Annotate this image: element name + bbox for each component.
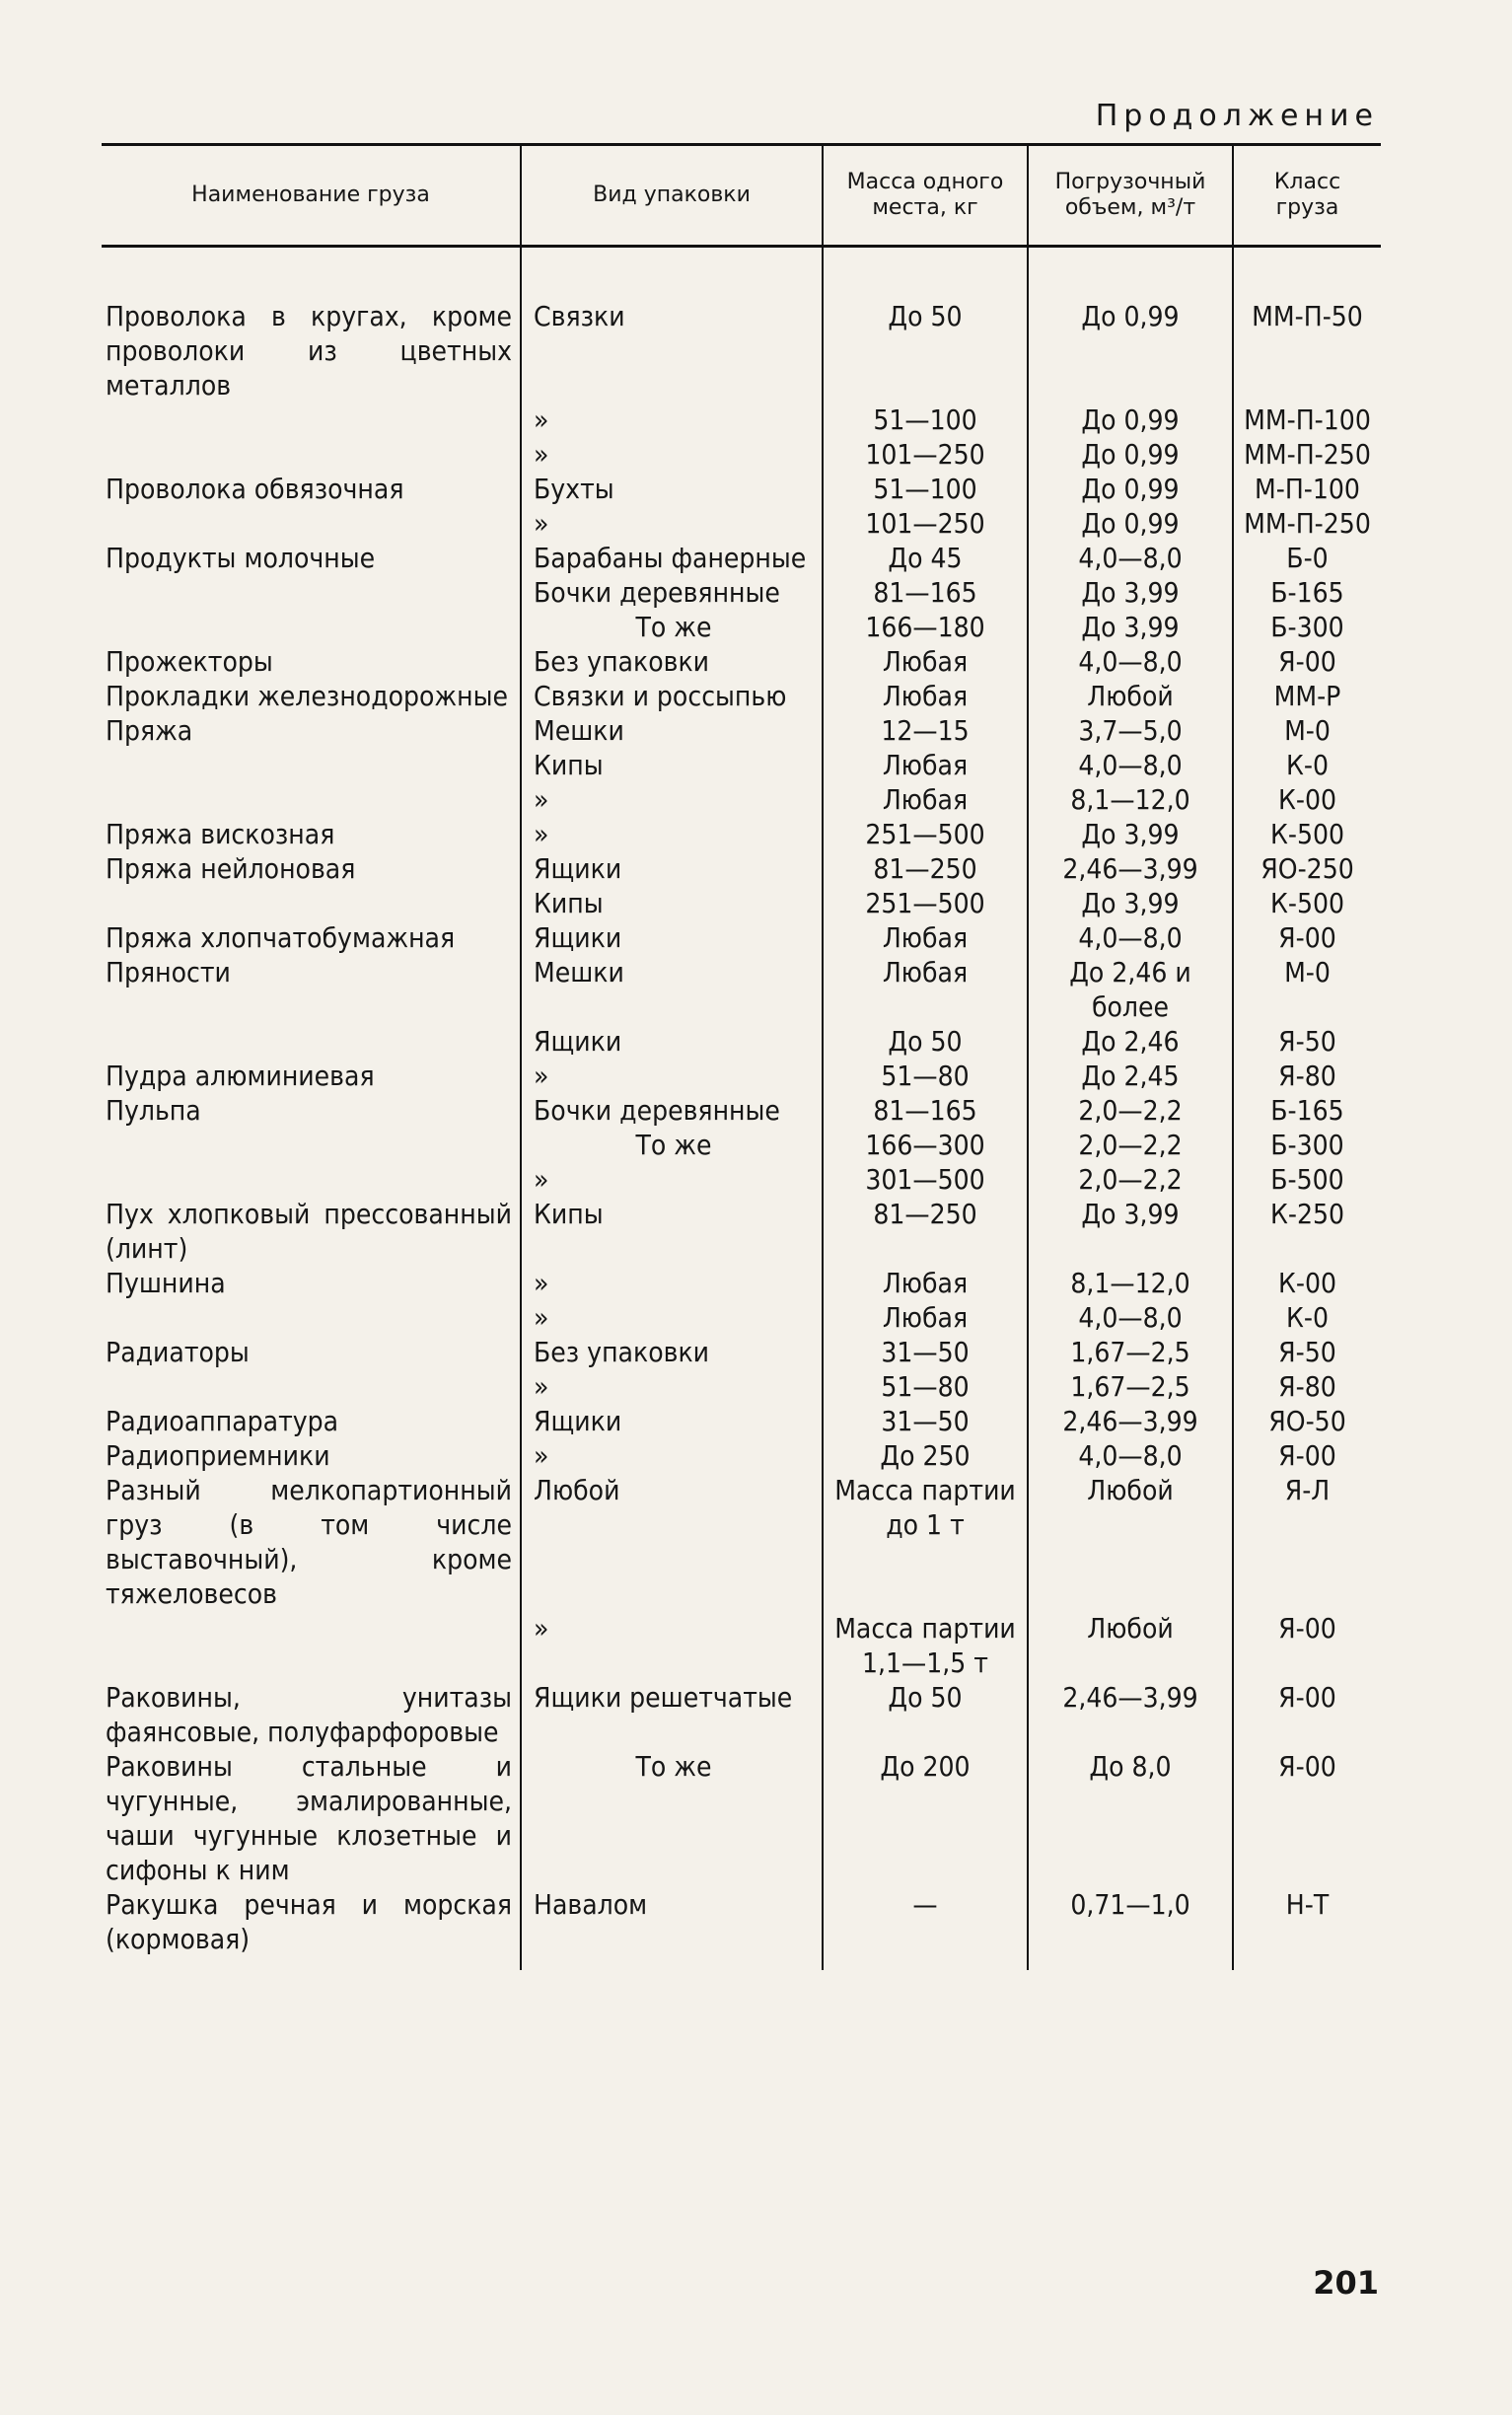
cell-name: [102, 1369, 521, 1404]
cell-class: Я-00: [1233, 1611, 1381, 1680]
cell-packaging: Кипы: [521, 1197, 823, 1266]
cell-packaging: То же: [521, 610, 823, 644]
cell-mass: Любая: [823, 955, 1028, 1024]
cell-mass: Любая: [823, 782, 1028, 817]
cell-mass: 81—165: [823, 575, 1028, 610]
table-row: [102, 1024, 1381, 1059]
cell-class: Н-Т: [1233, 1887, 1381, 1970]
cell-name: [102, 1024, 521, 1059]
cell-mass: Любая: [823, 1266, 1028, 1300]
cell-name: [102, 437, 521, 472]
table-row: [102, 782, 1381, 817]
table-row: [102, 1404, 1381, 1438]
table-row: [102, 1438, 1381, 1473]
cell-name: Пух хлопковый прессованный (линт): [106, 1198, 512, 1265]
cell-class: ММ-П-50: [1233, 299, 1381, 402]
cell-mass: Любая: [823, 679, 1028, 713]
cell-name: [102, 1611, 521, 1680]
cell-class: Б-0: [1233, 541, 1381, 575]
cell-volume: До 2,46: [1028, 1024, 1233, 1059]
col-header-mass: Масса одного места, кг: [823, 145, 1028, 247]
cell-name: Прокладки железнодорожные: [106, 680, 508, 712]
table-row: [102, 817, 1381, 851]
cell-mass: Любая: [823, 1300, 1028, 1335]
cell-mass: 81—250: [823, 1197, 1028, 1266]
table-row: [102, 1611, 1381, 1680]
cell-packaging: »: [521, 782, 823, 817]
cell-volume: 1,67—2,5: [1028, 1335, 1233, 1369]
cell-packaging: »: [521, 1266, 823, 1300]
cell-packaging: Любой: [521, 1473, 823, 1611]
cell-volume: До 8,0: [1028, 1749, 1233, 1887]
cell-mass: До 45: [823, 541, 1028, 575]
cell-packaging: »: [521, 1059, 823, 1093]
cell-packaging: Ящики: [521, 920, 823, 955]
cell-name: Разный мелкопартионный груз (в том числе выставочный), кроме тяжеловесов: [106, 1474, 512, 1610]
cell-mass: Любая: [823, 748, 1028, 782]
table-row: [102, 920, 1381, 955]
table-row: [102, 402, 1381, 437]
table-row: [102, 1749, 1381, 1887]
cell-packaging: Кипы: [521, 748, 823, 782]
cell-class: М-0: [1233, 713, 1381, 748]
cell-volume: До 0,99: [1028, 299, 1233, 402]
table-row: [102, 1887, 1381, 1970]
cell-mass: До 50: [823, 1024, 1028, 1059]
cell-mass: 301—500: [823, 1162, 1028, 1197]
cell-name: Пряжа: [106, 714, 193, 747]
cell-class: Б-500: [1233, 1162, 1381, 1197]
cell-name: Проволока обвязочная: [106, 473, 404, 505]
cell-mass: Масса партии 1,1—1,5 т: [823, 1611, 1028, 1680]
cell-name: [102, 782, 521, 817]
cell-packaging: Мешки: [521, 955, 823, 1024]
cell-packaging: Бочки деревянные: [521, 1093, 823, 1128]
cell-class: К-0: [1233, 1300, 1381, 1335]
cell-volume: До 3,99: [1028, 817, 1233, 851]
cell-mass: 101—250: [823, 506, 1028, 541]
cell-volume: 0,71—1,0: [1028, 1887, 1233, 1970]
cell-volume: 2,46—3,99: [1028, 851, 1233, 886]
cell-volume: 3,7—5,0: [1028, 713, 1233, 748]
cell-name: Пряжа вискозная: [106, 818, 335, 850]
cell-packaging: То же: [521, 1749, 823, 1887]
cell-packaging: Ящики: [521, 851, 823, 886]
cell-packaging: »: [521, 817, 823, 851]
cell-packaging: Бухты: [521, 472, 823, 506]
cell-packaging: То же: [521, 1128, 823, 1162]
cell-volume: До 0,99: [1028, 472, 1233, 506]
cell-class: К-0: [1233, 748, 1381, 782]
cell-name: [102, 1162, 521, 1197]
continuation-label: Продолжение: [1095, 99, 1379, 133]
cell-class: ЯО-50: [1233, 1404, 1381, 1438]
cell-mass: Масса партии до 1 т: [823, 1473, 1028, 1611]
table-row: [102, 679, 1381, 713]
cell-mass: 31—50: [823, 1335, 1028, 1369]
cell-packaging: Кипы: [521, 886, 823, 920]
cell-mass: 31—50: [823, 1404, 1028, 1438]
cell-packaging: Без упаковки: [521, 1335, 823, 1369]
table-row: [102, 955, 1381, 1024]
cell-name: Пряжа хлопчатобумажная: [106, 921, 456, 954]
header-spacer: [102, 247, 1381, 300]
cell-class: Я-00: [1233, 1438, 1381, 1473]
cell-class: Я-00: [1233, 1680, 1381, 1749]
cell-class: ММ-П-250: [1233, 437, 1381, 472]
cell-class: Б-165: [1233, 575, 1381, 610]
table-row: [102, 437, 1381, 472]
cell-class: Я-50: [1233, 1024, 1381, 1059]
cell-name: [102, 610, 521, 644]
cell-name: Пульпа: [106, 1094, 201, 1127]
cell-class: К-250: [1233, 1197, 1381, 1266]
table-row: [102, 1473, 1381, 1611]
page-number: 201: [1313, 2264, 1379, 2302]
table-row: [102, 1680, 1381, 1749]
cell-class: К-500: [1233, 817, 1381, 851]
cell-mass: Любая: [823, 920, 1028, 955]
cell-class: М-П-100: [1233, 472, 1381, 506]
cell-class: Б-165: [1233, 1093, 1381, 1128]
cell-name: Проволока в кругах, кроме проволоки из цветных металлов: [106, 300, 512, 402]
cell-volume: До 0,99: [1028, 506, 1233, 541]
cell-mass: Любая: [823, 644, 1028, 679]
cell-volume: 2,0—2,2: [1028, 1128, 1233, 1162]
cell-mass: До 50: [823, 299, 1028, 402]
cell-volume: 4,0—8,0: [1028, 644, 1233, 679]
cell-name: [102, 402, 521, 437]
cell-name: [102, 1128, 521, 1162]
table-row: [102, 1335, 1381, 1369]
cell-class: К-500: [1233, 886, 1381, 920]
cell-mass: 251—500: [823, 817, 1028, 851]
cell-packaging: »: [521, 506, 823, 541]
table-row: [102, 748, 1381, 782]
cell-volume: До 0,99: [1028, 437, 1233, 472]
cell-mass: До 200: [823, 1749, 1028, 1887]
table-row: [102, 1300, 1381, 1335]
cell-mass: 81—165: [823, 1093, 1028, 1128]
cell-name: Пудра алюминиевая: [106, 1060, 375, 1092]
cargo-table: [102, 143, 1381, 1970]
table-row: [102, 610, 1381, 644]
cell-packaging: Барабаны фанерные: [521, 541, 823, 575]
cell-mass: 251—500: [823, 886, 1028, 920]
table-row: [102, 644, 1381, 679]
cell-volume: Любой: [1028, 679, 1233, 713]
cell-name: Пушнина: [106, 1267, 226, 1299]
cell-mass: 166—180: [823, 610, 1028, 644]
table-row: [102, 1369, 1381, 1404]
table-row: [102, 472, 1381, 506]
table-row: [102, 713, 1381, 748]
cell-class: ММ-Р: [1233, 679, 1381, 713]
cell-class: Я-Л: [1233, 1473, 1381, 1611]
col-header-volume: Погрузочный объем, м³/т: [1028, 145, 1233, 247]
cell-volume: До 2,45: [1028, 1059, 1233, 1093]
cell-volume: Любой: [1028, 1473, 1233, 1611]
cell-name: [102, 886, 521, 920]
cell-volume: 1,67—2,5: [1028, 1369, 1233, 1404]
cell-packaging: »: [521, 1611, 823, 1680]
table-row: [102, 299, 1381, 402]
cell-name: [102, 1300, 521, 1335]
table-row: [102, 886, 1381, 920]
table-row: [102, 851, 1381, 886]
table-row: [102, 1128, 1381, 1162]
cell-name: Радиаторы: [106, 1336, 250, 1368]
cell-class: Б-300: [1233, 1128, 1381, 1162]
cell-packaging: Связки: [521, 299, 823, 402]
cell-class: М-0: [1233, 955, 1381, 1024]
cell-volume: 2,0—2,2: [1028, 1162, 1233, 1197]
cell-packaging: »: [521, 402, 823, 437]
cell-name: Раковины, унитазы фаянсовые, полуфарфоровые: [106, 1681, 512, 1748]
cell-class: ММ-П-250: [1233, 506, 1381, 541]
table-row: [102, 541, 1381, 575]
cell-mass: 81—250: [823, 851, 1028, 886]
cell-mass: —: [823, 1887, 1028, 1970]
table-row: [102, 575, 1381, 610]
cell-mass: 101—250: [823, 437, 1028, 472]
table-row: [102, 1197, 1381, 1266]
cell-volume: 4,0—8,0: [1028, 920, 1233, 955]
col-header-packaging: Вид упаковки: [521, 145, 823, 247]
cell-packaging: Связки и россыпью: [521, 679, 823, 713]
cell-name: Радиоприемники: [106, 1439, 330, 1472]
cell-volume: 2,0—2,2: [1028, 1093, 1233, 1128]
cell-packaging: Ящики решетчатые: [521, 1680, 823, 1749]
cell-name: Пряности: [106, 956, 231, 988]
cell-mass: До 50: [823, 1680, 1028, 1749]
cell-class: К-00: [1233, 782, 1381, 817]
table-row: [102, 1059, 1381, 1093]
cell-name: [102, 575, 521, 610]
cell-volume: До 3,99: [1028, 575, 1233, 610]
cell-volume: 4,0—8,0: [1028, 748, 1233, 782]
cell-class: Я-00: [1233, 644, 1381, 679]
cell-class: ММ-П-100: [1233, 402, 1381, 437]
cell-name: [102, 748, 521, 782]
cell-packaging: Мешки: [521, 713, 823, 748]
cell-class: Я-80: [1233, 1059, 1381, 1093]
cell-volume: До 0,99: [1028, 402, 1233, 437]
cell-packaging: Ящики: [521, 1404, 823, 1438]
cell-volume: До 3,99: [1028, 886, 1233, 920]
cell-volume: 8,1—12,0: [1028, 1266, 1233, 1300]
cell-volume: До 2,46 и более: [1028, 955, 1233, 1024]
cell-class: Я-00: [1233, 1749, 1381, 1887]
table-row: [102, 1162, 1381, 1197]
cell-name: Пряжа нейлоновая: [106, 852, 356, 885]
cell-volume: 2,46—3,99: [1028, 1680, 1233, 1749]
header-row: [102, 145, 1381, 247]
cell-volume: 2,46—3,99: [1028, 1404, 1233, 1438]
cell-name: Продукты молочные: [106, 542, 376, 574]
cell-packaging: »: [521, 1369, 823, 1404]
cell-volume: 4,0—8,0: [1028, 1438, 1233, 1473]
cell-volume: Любой: [1028, 1611, 1233, 1680]
cell-volume: До 3,99: [1028, 1197, 1233, 1266]
col-header-class: Класс груза: [1233, 145, 1381, 247]
cell-mass: 166—300: [823, 1128, 1028, 1162]
cell-class: ЯО-250: [1233, 851, 1381, 886]
cell-class: Б-300: [1233, 610, 1381, 644]
cell-class: Я-50: [1233, 1335, 1381, 1369]
cell-packaging: Ящики: [521, 1024, 823, 1059]
cell-class: Я-80: [1233, 1369, 1381, 1404]
cell-mass: До 250: [823, 1438, 1028, 1473]
table-row: [102, 1093, 1381, 1128]
cell-volume: До 3,99: [1028, 610, 1233, 644]
cell-class: Я-00: [1233, 920, 1381, 955]
cell-mass: 51—80: [823, 1059, 1028, 1093]
cell-class: К-00: [1233, 1266, 1381, 1300]
cell-name: Раковины стальные и чугунные, эмалированные, чаши чугунные клозетные и сифоны к ним: [106, 1750, 512, 1886]
cell-packaging: »: [521, 1162, 823, 1197]
cell-packaging: »: [521, 437, 823, 472]
cell-name: Ракушка речная и морская (кормовая): [106, 1888, 512, 1955]
cell-packaging: Без упаковки: [521, 644, 823, 679]
cell-packaging: Навалом: [521, 1887, 823, 1970]
cell-mass: 51—80: [823, 1369, 1028, 1404]
cell-name: Радиоаппаратура: [106, 1405, 339, 1437]
cell-volume: 8,1—12,0: [1028, 782, 1233, 817]
table-row: [102, 1266, 1381, 1300]
table-row: [102, 506, 1381, 541]
cell-volume: 4,0—8,0: [1028, 541, 1233, 575]
col-header-name: Наименование груза: [102, 145, 521, 247]
cell-volume: 4,0—8,0: [1028, 1300, 1233, 1335]
cell-name: Прожекторы: [106, 645, 273, 678]
cell-packaging: Бочки деревянные: [521, 575, 823, 610]
cell-mass: 51—100: [823, 472, 1028, 506]
cell-name: [102, 506, 521, 541]
cell-packaging: »: [521, 1300, 823, 1335]
cell-packaging: »: [521, 1438, 823, 1473]
cell-mass: 12—15: [823, 713, 1028, 748]
cell-mass: 51—100: [823, 402, 1028, 437]
